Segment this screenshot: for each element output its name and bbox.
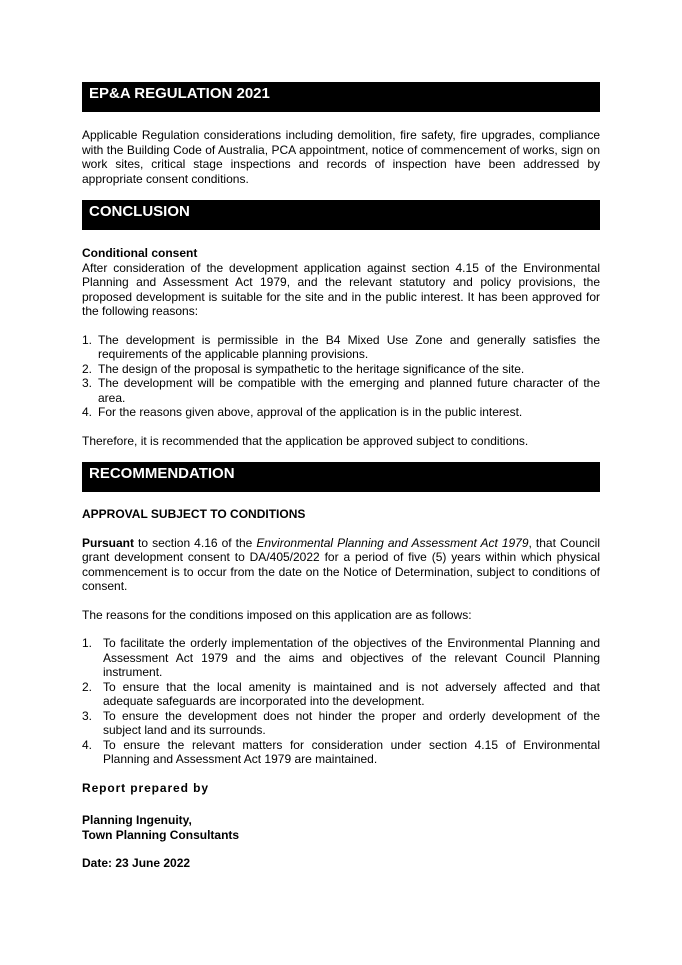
list-item: [82, 333, 600, 362]
report-date: Date: 23 June 2022: [82, 856, 191, 870]
list-item: [82, 362, 600, 377]
document-page: [82, 82, 600, 871]
conclusion-reasons-list: [82, 333, 600, 420]
recommendation-pursuant: [82, 536, 600, 594]
pursuant-act-title: Environmental Planning and Assessment Act 1979: [256, 535, 529, 550]
list-item: [82, 709, 600, 738]
recommendation-reasons-intro: The reasons for the conditions imposed on this application are as follows:: [82, 607, 472, 622]
pursuant-text-post: , that Council grant development consent to DA/405/2022 for a period of five (5) years within which physical commencement is to occur from the date on the Notice of Determination, subject to conditions of consent.: [82, 535, 601, 593]
prepared-by-org-line2: Town Planning Consultants: [82, 827, 240, 842]
list-number: 1.: [82, 332, 93, 347]
list-item: [82, 636, 600, 680]
list-text: To ensure that the local amenity is maintained and is not adversely affected and that adequate safeguards are incorporated into the development.: [103, 679, 600, 708]
conclusion-heading: CONCLUSION: [82, 200, 600, 230]
list-number: 3.: [82, 376, 93, 390]
list-number: 3.: [82, 708, 93, 723]
list-text: To ensure the relevant matters for consideration under section 4.15 of Environmental Planning and Assessment Act 1979 are maintained.: [103, 737, 600, 766]
list-number: 4.: [82, 405, 93, 419]
regulation-heading: EP&A REGULATION 2021: [82, 82, 600, 112]
list-item: [82, 405, 600, 420]
list-text: To ensure the development does not hinder the proper and orderly development of the subject land and its surrounds.: [103, 708, 600, 737]
conclusion-subheading: Conditional consent: [82, 246, 198, 260]
list-number: 4.: [82, 737, 93, 752]
list-number: 1.: [82, 636, 93, 650]
recommendation-subheading: APPROVAL SUBJECT TO CONDITIONS: [82, 507, 306, 521]
list-text: The design of the proposal is sympathetic to the heritage significance of the site.: [98, 361, 525, 376]
list-text: For the reasons given above, approval of the application is in the public interest.: [98, 405, 523, 419]
prepared-by-label: Report prepared by: [82, 780, 209, 795]
pursuant-text-pre: to section 4.16 of the: [134, 535, 257, 550]
regulation-body: Applicable Regulation considerations including demolition, fire safety, fire upgrades, compliance with the Building Code of Australia, PCA appointment, notice of commencement of works, sign on work sites, critical stage inspections and records of inspection have been addressed by appropriate consent conditions.: [82, 128, 600, 186]
prepared-by-org-line1: Planning Ingenuity,: [82, 813, 192, 827]
list-number: 2.: [82, 679, 93, 694]
recommendation-heading: RECOMMENDATION: [82, 462, 600, 492]
recommendation-reasons-list: [82, 636, 600, 767]
pursuant-keyword: Pursuant: [82, 535, 135, 550]
list-text: To facilitate the orderly implementation of the objectives of the Environmental Planning and Assessment Act 1979 and the aims and objectives of the relevant Council Planning instrument.: [103, 636, 600, 679]
list-text: The development will be compatible with the emerging and planned future character of the area.: [98, 376, 600, 405]
list-item: [82, 376, 600, 405]
conclusion-intro: After consideration of the development application against section 4.15 of the Environmental Planning and Assessment Act 1979, and the relevant statutory and policy provisions, the proposed development is suitable for the site and in the public interest. It has been approved for the following reasons:: [82, 260, 600, 318]
list-text: The development is permissible in the B4 Mixed Use Zone and generally satisfies the requirements of the applicable planning provisions.: [98, 332, 600, 361]
conclusion-closing: Therefore, it is recommended that the application be approved subject to conditions.: [82, 433, 529, 448]
list-item: [82, 738, 600, 767]
list-item: [82, 680, 600, 709]
list-number: 2.: [82, 361, 93, 376]
